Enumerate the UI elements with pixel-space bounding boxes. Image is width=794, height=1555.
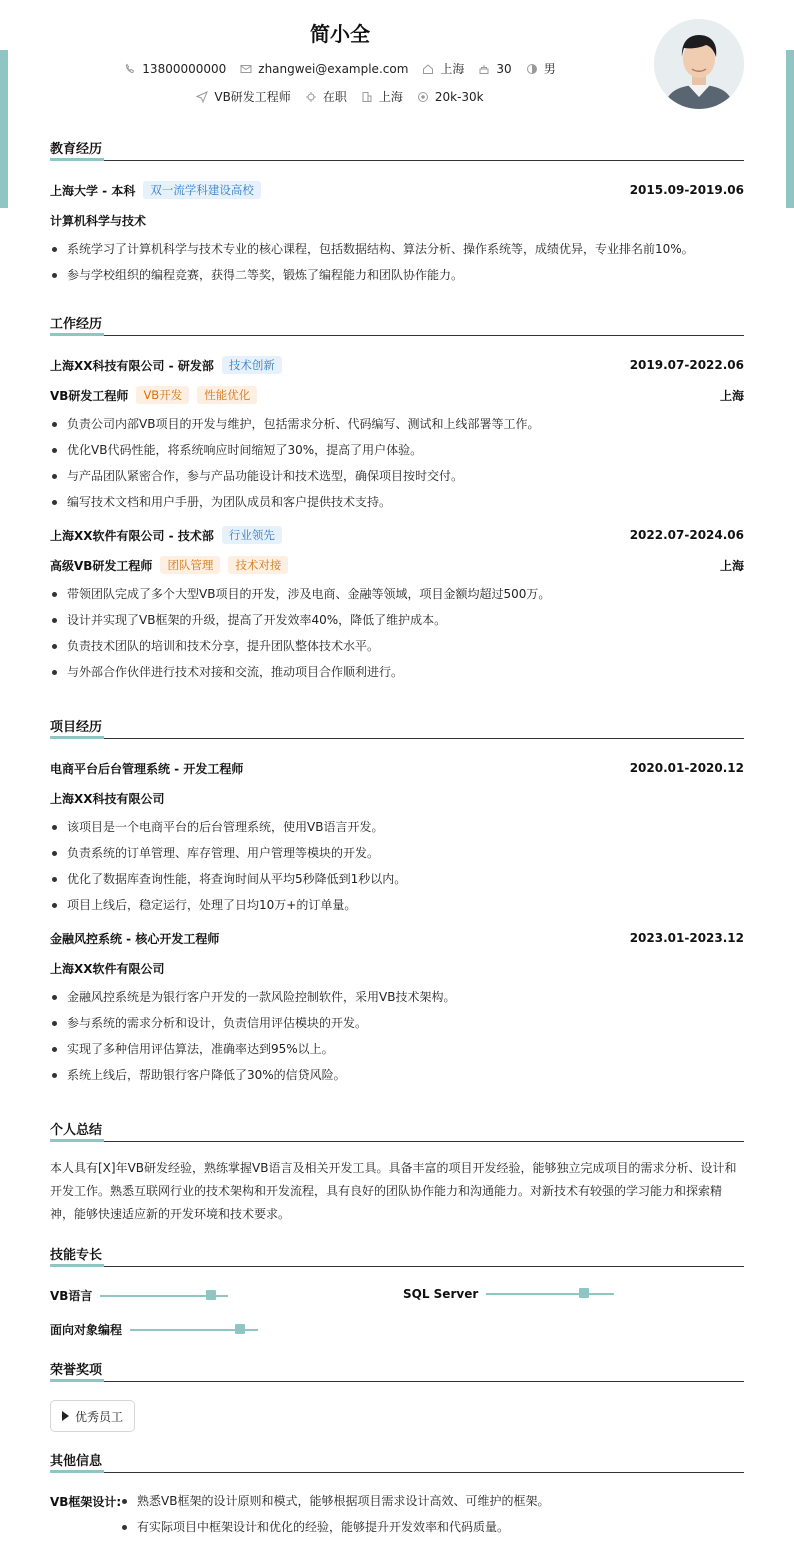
status-text: 在职 (322, 90, 347, 104)
company-tag: 行业领先 (222, 526, 282, 544)
salary-text: 20k-30k (434, 89, 484, 104)
section-title: 其他信息 (50, 1453, 744, 1473)
project-name: 金融风控系统 - 核心开发工程师 (50, 931, 220, 946)
education-header-row (50, 181, 744, 199)
phone-info (124, 62, 226, 76)
phone-text: 13800000000 (142, 61, 227, 76)
section-title: 工作经历 (50, 316, 744, 336)
salary-info (417, 90, 484, 104)
project-bullets (50, 989, 744, 1093)
list-item: 有实际项目中框架设计和优化的经验，能够提升开发效率和代码质量。 (120, 1519, 549, 1545)
role-tag: 性能优化 (197, 386, 257, 404)
list-item: 项目上线后，稳定运行，处理了日均10万+的订单量。 (50, 897, 744, 923)
summary-text: 本人具有[X]年VB研发经验，熟练掌握VB语言及相关开发工具。具备丰富的项目开发经验，能够独立完成项目的需求分析、设计和开发工作。熟悉互联网行业的技术架构和开发流程，具有良好的团队协作能力和沟通能力。对新技术有较强的学习能力和探索精神，能够快速适应新的开发环境和技术要求。 (50, 1161, 737, 1221)
projects-section (50, 719, 744, 1093)
candidate-name: 简小全 (310, 22, 370, 46)
list-item: 编写技术文档和用户手册，为团队成员和客户提供技术支持。 (50, 494, 744, 520)
major-row (50, 211, 744, 229)
list-item: 金融风控系统是为银行客户开发的一款风险控制软件，采用VB技术架构。 (50, 989, 744, 1015)
job-header-row (50, 526, 744, 544)
job-role-row (50, 386, 744, 404)
job-bullets (50, 586, 744, 690)
job-intent-row (0, 88, 680, 105)
gender-info (526, 60, 556, 77)
project-header-row (50, 929, 744, 947)
company-name: 上海XX科技有限公司 - 研发部 (50, 358, 214, 373)
education-section (50, 141, 744, 293)
home-icon (422, 63, 434, 75)
work-section (50, 316, 744, 690)
role-tag: 团队管理 (160, 556, 220, 574)
list-item: 系统上线后，帮助银行客户降低了30%的信贷风险。 (50, 1067, 744, 1093)
project-name: 电商平台后台管理系统 - 开发工程师 (50, 761, 244, 776)
status-icon (305, 91, 317, 103)
section-title: 个人总结 (50, 1122, 744, 1142)
list-item: 该项目是一个电商平台的后台管理系统，使用VB语言开发。 (50, 819, 744, 845)
job-bullets (50, 416, 744, 520)
avatar (654, 19, 744, 109)
skill-name: 面向对象编程 (50, 1323, 123, 1337)
skill-item (50, 1287, 228, 1304)
skill-level-knob (206, 1290, 216, 1300)
skill-bar (486, 1293, 614, 1295)
list-item: 优化了数据库查询性能，将查询时间从平均5秒降低到1秒以内。 (50, 871, 744, 897)
award-name: 优秀员工 (75, 1409, 124, 1424)
job-period: 2022.07-2024.06 (629, 528, 744, 542)
status-info (305, 88, 347, 105)
list-item: 系统学习了计算机科学与技术专业的核心课程，包括数据结构、算法分析、操作系统等，成绩优异，专业排名前10%。 (50, 241, 744, 267)
project-bullets (50, 819, 744, 923)
coin-icon (417, 91, 429, 103)
skill-level-knob (579, 1288, 589, 1298)
list-item: 参与学校组织的编程竞赛，获得二等奖，锻炼了编程能力和团队协作能力。 (50, 267, 744, 293)
role-name: VB研发工程师 (50, 388, 129, 403)
role-tag: 技术对接 (228, 556, 288, 574)
mail-icon (240, 63, 252, 75)
list-item: 负责系统的订单管理、库存管理、用户管理等模块的开发。 (50, 845, 744, 871)
city-text: 上海 (440, 62, 465, 76)
project-header-row (50, 759, 744, 777)
project-company: 上海XX软件有限公司 (50, 961, 165, 976)
list-item: 熟悉VB框架的设计原则和模式，能够根据项目需求设计高效、可维护的框架。 (120, 1493, 549, 1519)
list-item: 实现了多种信用评估算法，准确率达到95%以上。 (50, 1041, 744, 1067)
section-title: 教育经历 (50, 141, 744, 161)
skill-item (403, 1287, 614, 1301)
job-location: 上海 (719, 388, 744, 403)
skill-name: VB语言 (50, 1289, 93, 1303)
school-tag: 双一流学科建设高校 (143, 181, 261, 199)
list-item: 与外部合作伙伴进行技术对接和交流，推动项目合作顺利进行。 (50, 664, 744, 690)
award-item[interactable] (50, 1400, 135, 1432)
job-period: 2019.07-2022.06 (629, 358, 744, 372)
list-item: 与产品团队紧密合作，参与产品功能设计和技术选型，确保项目按时交付。 (50, 468, 744, 494)
other-label: VB框架设计: (50, 1495, 122, 1509)
section-title: 项目经历 (50, 719, 744, 739)
work-city-info (361, 88, 403, 105)
send-icon (196, 91, 208, 103)
company-name: 上海XX软件有限公司 - 技术部 (50, 528, 214, 543)
other-section (50, 1453, 744, 1473)
awards-section (50, 1362, 744, 1382)
email-text: zhangwei@example.com (258, 61, 409, 76)
job-location: 上海 (719, 558, 744, 573)
role-tag: VB开发 (136, 386, 189, 404)
other-info (50, 1493, 744, 1545)
summary-section (50, 1122, 744, 1226)
email-info (240, 62, 408, 76)
position-info (196, 88, 290, 105)
project-period: 2020.01-2020.12 (629, 761, 744, 775)
skill-name: SQL Server (403, 1287, 479, 1301)
education-period: 2015.09-2019.06 (629, 183, 744, 197)
list-item: 参与系统的需求分析和设计，负责信用评估模块的开发。 (50, 1015, 744, 1041)
skills-section (50, 1247, 744, 1267)
list-item: 带领团队完成了多个大型VB项目的开发，涉及电商、金融等领域，项目金额均超过500万。 (50, 586, 744, 612)
role-name: 高级VB研发工程师 (50, 558, 153, 573)
skill-level-knob (235, 1324, 245, 1334)
section-title: 荣誉奖项 (50, 1362, 744, 1382)
city-info (422, 60, 464, 77)
project-company: 上海XX科技有限公司 (50, 791, 165, 806)
cake-icon (478, 63, 490, 75)
contact-row (0, 60, 680, 77)
major-name: 计算机科学与技术 (50, 213, 147, 228)
company-tag: 技术创新 (222, 356, 282, 374)
resume-header (0, 0, 794, 120)
job-header-row (50, 356, 744, 374)
work-city-text: 上海 (378, 90, 403, 104)
education-bullets (50, 241, 744, 293)
building-icon (361, 91, 373, 103)
list-item: 负责公司内部VB项目的开发与维护，包括需求分析、代码编写、测试和上线部署等工作。 (50, 416, 744, 442)
skill-bar (100, 1295, 228, 1297)
section-title: 技能专长 (50, 1247, 744, 1267)
gender-text: 男 (543, 62, 556, 76)
list-item: 负责技术团队的培训和技术分享，提升团队整体技术水平。 (50, 638, 744, 664)
skill-bar (130, 1329, 258, 1331)
age-text: 30 (496, 61, 512, 76)
school-name: 上海大学 - 本科 (50, 183, 136, 198)
other-bullets (120, 1493, 549, 1545)
triangle-right-icon (62, 1411, 69, 1421)
job-role-row (50, 556, 744, 574)
phone-icon (124, 63, 136, 75)
age-info (478, 62, 511, 76)
gender-icon (526, 63, 538, 75)
skill-item (50, 1321, 258, 1338)
project-period: 2023.01-2023.12 (629, 931, 744, 945)
position-text: VB研发工程师 (214, 90, 291, 104)
list-item: 设计并实现了VB框架的升级，提高了开发效率40%，降低了维护成本。 (50, 612, 744, 638)
project-company-row (50, 789, 744, 807)
list-item: 优化VB代码性能，将系统响应时间缩短了30%，提高了用户体验。 (50, 442, 744, 468)
project-company-row (50, 959, 744, 977)
